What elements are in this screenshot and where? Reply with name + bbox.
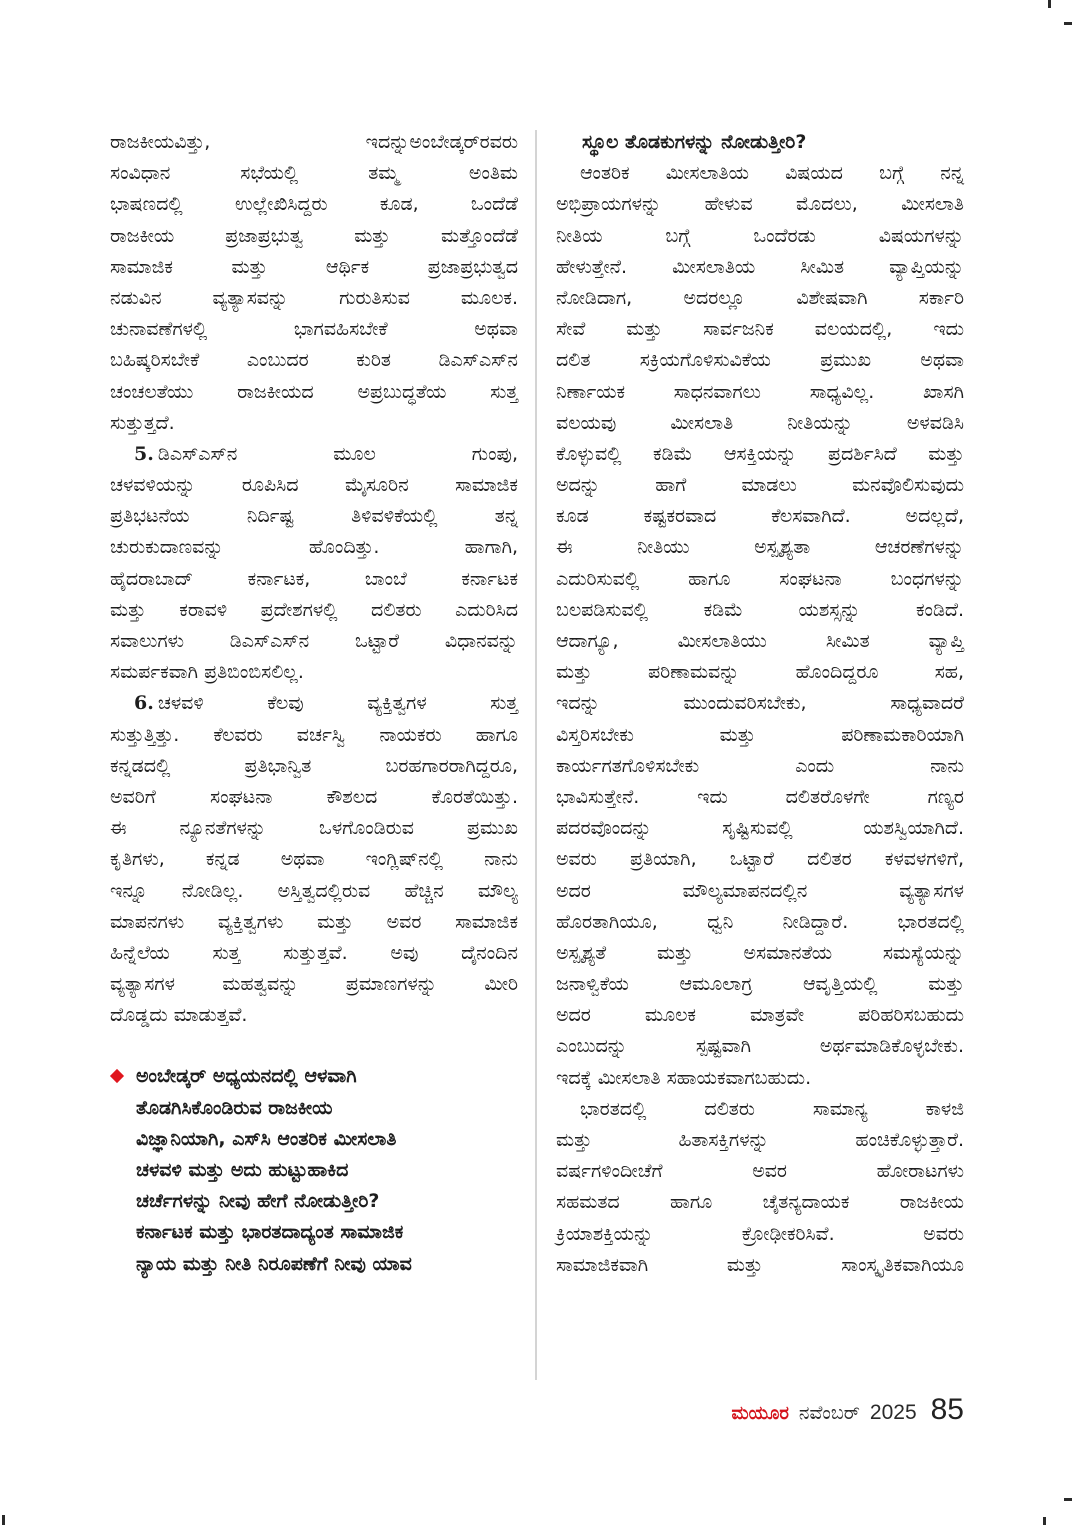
- text-line: ಇದನ್ನು ಮುಂದುವರಿಸಬೇಕು, ಸಾಧ್ಯವಾದರೆ: [556, 692, 964, 715]
- text-line: ವ್ಯತ್ಯಾಸಗಳ ಮಹತ್ವವನ್ನು ಪ್ರಮಾಣಗಳನ್ನು ಮೀರಿ: [110, 973, 518, 996]
- text-line: ನೋಡಿದಾಗ, ಅದರಲ್ಲೂ ವಿಶೇಷವಾಗಿ ಸರ್ಕಾರಿ: [556, 286, 964, 309]
- text-line: ಮಾಪನಗಳು ವ್ಯಕ್ತಿತ್ವಗಳು ಮತ್ತು ಅವರ ಸಾಮಾಜಿಕ: [110, 910, 518, 933]
- text-line: ಬಹಿಷ್ಕರಿಸಬೇಕೆ ಎಂಬುದರ ಕುರಿತ ಡಿಎಸ್‌ಎಸ್‌ನ: [110, 349, 518, 372]
- text-line: ನೀತಿಯ ಬಗ್ಗೆ ಒಂದೆರಡು ವಿಷಯಗಳನ್ನು: [556, 224, 964, 247]
- text-line: ಸಾಮಾಜಿಕ ಮತ್ತು ಆರ್ಥಿಕ ಪ್ರಜಾಪ್ರಭುತ್ವದ: [110, 255, 518, 278]
- text-line: ಆದಾಗ್ಯೂ, ಮೀಸಲಾತಿಯು ಸೀಮಿತ ವ್ಯಾಪ್ತಿ: [556, 630, 964, 652]
- text-line: ಹೈದರಾಬಾದ್ ಕರ್ನಾಟಕ, ಬಾಂಬೆ ಕರ್ನಾಟಕ: [110, 567, 518, 590]
- text-line: ಕೊಳ್ಳುವಲ್ಲಿ ಕಡಿಮೆ ಆಸಕ್ತಿಯನ್ನು ಪ್ರದರ್ಶಿಸಿದೆ ಮತ್ತು: [556, 442, 964, 465]
- text-line: ಸಮರ್ಪಕವಾಗಿ ಪ್ರತಿಬಿಂಬಿಸಲಿಲ್ಲ.: [110, 661, 304, 684]
- page-footer: [731, 1393, 964, 1427]
- answer-paragraph-2: [556, 1094, 964, 1281]
- interview-question: [110, 1061, 518, 1279]
- text-line: ಸುತ್ತುತ್ತದೆ.: [110, 411, 175, 434]
- text-line: ಕ್ರಿಯಾಶಕ್ತಿಯನ್ನು ಕ್ರೋಢೀಕರಿಸಿವೆ. ಅವರು: [556, 1222, 964, 1245]
- text-line: ಸುತ್ತುತ್ತಿತ್ತು. ಕೆಲವರು ವರ್ಚಸ್ವಿ ನಾಯಕರು ಹಾಗೂ: [110, 723, 518, 746]
- text-line: [110, 439, 518, 470]
- question-line: ತೊಡಗಿಸಿಕೊಂಡಿರುವ ರಾಜಕೀಯ: [136, 1096, 333, 1119]
- question-line: ನ್ಯಾಯ ಮತ್ತು ನೀತಿ ನಿರೂಪಣೆಗೆ ನೀವು ಯಾವ: [136, 1252, 412, 1275]
- point-5-first-line: ಡಿಎಸ್‌ಎಸ್‌ನ ಮೂಲ ಗುಂಪು,: [157, 442, 518, 465]
- text-line: ಆಂತರಿಕ ಮೀಸಲಾತಿಯ ವಿಷಯದ ಬಗ್ಗೆ ನನ್ನ: [580, 162, 964, 185]
- question-text: ಅಂಬೇಡ್ಕರ್ ಅಧ್ಯಯನದಲ್ಲಿ ಆಳವಾಗಿ: [136, 1065, 357, 1088]
- text-line: ವಲಯವು ಮೀಸಲಾತಿ ನೀತಿಯನ್ನು ಅಳವಡಿಸಿ: [556, 411, 964, 434]
- question-line: [110, 1061, 518, 1092]
- text-line: ಸಹಮತದ ಹಾಗೂ ಚೈತನ್ಯದಾಯಕ ರಾಜಕೀಯ: [556, 1191, 964, 1214]
- text-line: ವರ್ಷಗಳಿಂದೀಚೆಗೆ ಅವರ ಹೋರಾಟಗಳು: [556, 1160, 964, 1183]
- text-line: ಪದರವೊಂದನ್ನು ಸೃಷ್ಟಿಸುವಲ್ಲಿ ಯಶಸ್ವಿಯಾಗಿದೆ.: [556, 817, 964, 840]
- interview-question-continuation: [556, 127, 964, 158]
- intro-paragraph: [110, 127, 518, 439]
- text-line: ಅವರು ಪ್ರತಿಯಾಗಿ, ಒಟ್ಟಾರೆ ದಲಿತರ ಕಳವಳಗಳಿಗೆ,: [556, 848, 964, 871]
- text-line: ಅವರಿಗೆ ಸಂಘಟನಾ ಕೌಶಲದ ಕೊರತೆಯಿತ್ತು.: [110, 785, 518, 808]
- text-line: ಮತ್ತು ಕರಾವಳಿ ಪ್ರದೇಶಗಳಲ್ಲಿ ದಲಿತರು ಎದುರಿಸಿದ: [110, 598, 518, 621]
- text-line: ಅದರ ಮೌಲ್ಯಮಾಪನದಲ್ಲಿನ ವ್ಯತ್ಯಾಸಗಳ: [556, 879, 964, 902]
- text-line: ಚುನಾವಣೆಗಳಲ್ಲಿ ಭಾಗವಹಿಸಬೇಕೆ ಅಥವಾ: [110, 318, 518, 341]
- text-line: ಅದರ ಮೂಲಕ ಮಾತ್ರವೇ ಪರಿಹರಿಸಬಹುದು: [556, 1004, 964, 1027]
- point-number: 5.: [134, 442, 154, 465]
- point-number: 6.: [134, 692, 154, 715]
- text-line: [110, 688, 518, 719]
- text-line: ಭಾವಿಸುತ್ತೇನೆ. ಇದು ದಲಿತರೊಳಗೇ ಗಣ್ಯರ: [556, 785, 964, 808]
- crop-mark-top-right-side: [1064, 22, 1072, 25]
- text-line: ನಡುವಿನ ವ್ಯತ್ಯಾಸವನ್ನು ಗುರುತಿಸುವ ಮೂಲಕ.: [110, 286, 518, 309]
- text-line: ನಿರ್ಣಾಯಕ ಸಾಧನವಾಗಲು ಸಾಧ್ಯವಿಲ್ಲ. ಖಾಸಗಿ: [556, 380, 964, 403]
- left-column: [110, 127, 518, 1280]
- text-line: ಇನ್ನೂ ನೋಡಿಲ್ಲ. ಅಸ್ತಿತ್ವದಲ್ಲಿರುವ ಹೆಚ್ಚಿನ ಮೌಲ್ಯ: [110, 879, 518, 902]
- text-line: ಭಾಷಣದಲ್ಲಿ ಉಲ್ಲೇಖಿಸಿದ್ದರು ಕೂಡ, ಒಂದೆಡೆ: [110, 193, 518, 216]
- text-line: ಸಂವಿಧಾನ ಸಭೆಯಲ್ಲಿ ತಮ್ಮ ಅಂತಿಮ: [110, 162, 518, 185]
- text-line: ಸವಾಲುಗಳು ಡಿಎಸ್‌ಎಸ್‌ನ ಒಟ್ಟಾರೆ ವಿಧಾನವನ್ನು: [110, 630, 518, 652]
- point-6-paragraph: [110, 688, 518, 1031]
- text-line: ಭಾರತದಲ್ಲಿ ದಲಿತರು ಸಾಮಾನ್ಯ ಕಾಳಜಿ: [580, 1097, 964, 1120]
- crop-mark-bottom-right: [1043, 1517, 1046, 1525]
- text-line: ಕೃತಿಗಳು, ಕನ್ನಡ ಅಥವಾ ಇಂಗ್ಲಿಷ್‌ನಲ್ಲಿ ನಾನು: [110, 848, 518, 871]
- text-line: ಹಿನ್ನೆಲೆಯ ಸುತ್ತ ಸುತ್ತುತ್ತವೆ. ಅವು ದೈನಂದಿನ: [110, 941, 518, 964]
- text-line: ಹೊರತಾಗಿಯೂ, ಧ್ವನಿ ನೀಡಿದ್ದಾರೆ. ಭಾರತದಲ್ಲಿ: [556, 910, 964, 933]
- crop-mark-bottom-left: [2, 1515, 5, 1525]
- text-line: ಚಳವಳಿಯನ್ನು ರೂಪಿಸಿದ ಮೈಸೂರಿನ ಸಾಮಾಜಿಕ: [110, 474, 518, 497]
- text-line: ಅಭಿಪ್ರಾಯಗಳನ್ನು ಹೇಳುವ ಮೊದಲು, ಮೀಸಲಾತಿ: [556, 193, 964, 216]
- question-line: ಸ್ಥೂಲ ತೊಡಕುಗಳನ್ನು ನೋಡುತ್ತೀರಿ?: [582, 131, 807, 153]
- point-5-paragraph: [110, 439, 518, 689]
- text-line: ದಲಿತ ಸಕ್ರಿಯಗೊಳಿಸುವಿಕೆಯ ಪ್ರಮುಖ ಅಥವಾ: [556, 349, 964, 372]
- text-line: ಮತ್ತು ಹಿತಾಸಕ್ತಿಗಳನ್ನು ಹಂಚಿಕೊಳ್ಳುತ್ತಾರೆ.: [556, 1129, 964, 1151]
- text-line: ಅದನ್ನು ಹಾಗೆ ಮಾಡಲು ಮನವೊಲಿಸುವುದು: [556, 474, 964, 497]
- text-line: ಇದಕ್ಕೆ ಮೀಸಲಾತಿ ಸಹಾಯಕವಾಗಬಹುದು.: [556, 1066, 812, 1089]
- text-line: ಚುರುಕುದಾಣವನ್ನು ಹೊಂದಿತ್ತು. ಹಾಗಾಗಿ,: [110, 536, 518, 559]
- text-line: ಬಲಪಡಿಸುವಲ್ಲಿ ಕಡಿಮೆ ಯಶಸ್ಸನ್ನು ಕಂಡಿದೆ.: [556, 598, 964, 621]
- question-line: ಚಳವಳಿ ಮತ್ತು ಅದು ಹುಟ್ಟುಹಾಕಿದ: [136, 1159, 349, 1181]
- crop-mark-top-right: [1048, 0, 1051, 8]
- text-line: ಈ ನ್ಯೂನತೆಗಳನ್ನು ಒಳಗೊಂಡಿರುವ ಪ್ರಮುಖ: [110, 817, 518, 840]
- text-line: ಕನ್ನಡದಲ್ಲಿ ಪ್ರತಿಭಾನ್ವಿತ ಬರಹಗಾರರಾಗಿದ್ದರೂ,: [110, 754, 518, 777]
- issue-month: ನವೆಂಬರ್: [798, 1402, 860, 1424]
- question-line: ಕರ್ನಾಟಕ ಮತ್ತು ಭಾರತದಾದ್ಯಂತ ಸಾಮಾಜಿಕ: [136, 1221, 404, 1244]
- magazine-brand: ಮಯೂರ: [731, 1403, 789, 1424]
- right-column: [556, 127, 964, 1281]
- text-line: ಜನಾಳ್ವಿಕೆಯ ಆಮೂಲಾಗ್ರ ಆವೃತ್ತಿಯಲ್ಲಿ ಮತ್ತು: [556, 973, 964, 996]
- text-line: ಅಸ್ಪೃಶ್ಯತೆ ಮತ್ತು ಅಸಮಾನತೆಯ ಸಮಸ್ಯೆಯನ್ನು: [556, 941, 964, 964]
- text-line: ಸಾಮಾಜಿಕವಾಗಿ ಮತ್ತು ಸಾಂಸ್ಕೃತಿಕವಾಗಿಯೂ: [556, 1253, 964, 1276]
- text-line: ಎಂಬುದನ್ನು ಸ್ಪಷ್ಟವಾಗಿ ಅರ್ಥಮಾಡಿಕೊಳ್ಳಬೇಕು.: [556, 1035, 964, 1058]
- text-line: ಕೂಡ ಕಷ್ಟಕರವಾದ ಕೆಲಸವಾಗಿದೆ. ಅದಲ್ಲದೆ,: [556, 505, 964, 528]
- diamond-bullet-icon: [110, 1069, 124, 1083]
- text-line: ರಾಜಕೀಯ ಪ್ರಜಾಪ್ರಭುತ್ವ ಮತ್ತು ಮತ್ತೊಂದೆಡೆ: [110, 224, 518, 247]
- text-line: ಚಂಚಲತೆಯು ರಾಜಕೀಯದ ಅಪ್ರಬುದ್ಧತೆಯ ಸುತ್ತ: [110, 380, 518, 403]
- text-line: ಮತ್ತು ಪರಿಣಾಮವನ್ನು ಹೊಂದಿದ್ದರೂ ಸಹ,: [556, 661, 964, 684]
- text-line: ಈ ನೀತಿಯು ಅಸ್ಪೃಶ್ಯತಾ ಆಚರಣೆಗಳನ್ನು: [556, 536, 964, 559]
- crop-mark-bottom-right-side: [1064, 1498, 1072, 1501]
- spacer: [110, 1031, 518, 1061]
- point-6-first-line: ಚಳವಳಿ ಕೆಲವು ವ್ಯಕ್ತಿತ್ವಗಳ ಸುತ್ತ: [157, 692, 518, 715]
- text-line: ಕಾರ್ಯಗತಗೊಳಿಸಬೇಕು ಎಂದು ನಾನು: [556, 754, 964, 777]
- text-line: ವಿಸ್ತರಿಸಬೇಕು ಮತ್ತು ಪರಿಣಾಮಕಾರಿಯಾಗಿ: [556, 723, 964, 746]
- text-line: ದೊಡ್ಡದು ಮಾಡುತ್ತವೆ.: [110, 1004, 248, 1027]
- answer-paragraph-1: [556, 158, 964, 1094]
- text-line: ಸೇವೆ ಮತ್ತು ಸಾರ್ವಜನಿಕ ವಲಯದಲ್ಲಿ, ಇದು: [556, 318, 964, 341]
- column-divider: [535, 130, 537, 1380]
- issue-year: 2025: [869, 1401, 917, 1424]
- text-line: ಎದುರಿಸುವಲ್ಲಿ ಹಾಗೂ ಸಂಘಟನಾ ಬಂಧಗಳನ್ನು: [556, 567, 964, 590]
- question-line: ಚರ್ಚೆಗಳನ್ನು ನೀವು ಹೇಗೆ ನೋಡುತ್ತೀರಿ?: [136, 1190, 380, 1213]
- page-number: 85: [930, 1393, 964, 1426]
- text-line: ಪ್ರತಿಭಟನೆಯ ನಿರ್ದಿಷ್ಟ ತಿಳಿವಳಿಕೆಯಲ್ಲಿ ತನ್ನ: [110, 505, 518, 528]
- question-line: ವಿಜ್ಞಾನಿಯಾಗಿ, ಎಸ್‌ಸಿ ಆಂತರಿಕ ಮೀಸಲಾತಿ: [136, 1127, 397, 1150]
- text-line: ರಾಜಕೀಯವಿತ್ತು, ಇದನ್ನುಅಂಬೇಡ್ಕರ್‌ರವರು: [110, 131, 518, 153]
- text-line: ಹೇಳುತ್ತೇನೆ. ಮೀಸಲಾತಿಯ ಸೀಮಿತ ವ್ಯಾಪ್ತಿಯನ್ನು: [556, 255, 964, 278]
